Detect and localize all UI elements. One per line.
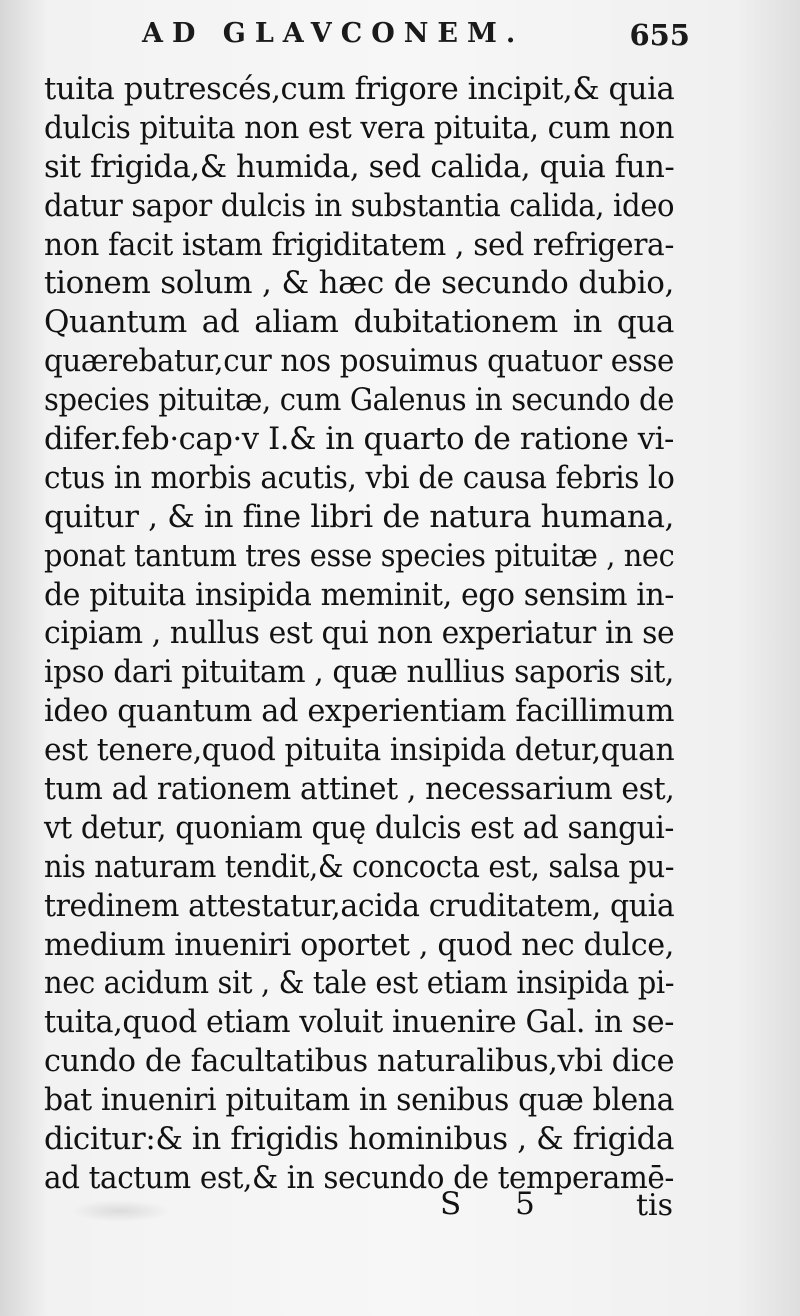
text-line: dicitur:& in frigidis hominibus , & frigida [44, 1121, 675, 1158]
page-footer [0, 1186, 800, 1226]
page-number: 655 [629, 18, 690, 52]
text-line: vt detur, quoniam quę dulcis est ad sangui- [44, 809, 674, 846]
text-line: quitur , & in fine libri de natura humana, [44, 498, 674, 535]
text-line: tredinem attestatur,acida cruditatem, quia [44, 887, 675, 924]
text-line: nec acidum sit , & tale est etiam insipida pi- [44, 965, 675, 1002]
text-line: est tenere,quod pituita insipida detur,quan [44, 732, 675, 769]
text-line: ipso dari pituitam , quæ nullius saporis sit, [44, 654, 674, 691]
text-line: nis naturam tendit,& concocta est, salsa pu- [44, 848, 675, 885]
text-line: tuita,quod etiam voluit inuenire Gal. in se- [44, 1004, 674, 1041]
text-line: tionem solum , & hæc de secundo dubio, [44, 265, 674, 302]
text-line: tum ad rationem attinet , necessarium est, [44, 771, 675, 808]
text-line: medium inueniri oportet , quod nec dulce, [44, 926, 674, 963]
text-line: non facit istam frigiditatem , sed refrigera- [44, 226, 674, 263]
text-line: dulcis pituita non est vera pituita, cum non [44, 109, 674, 146]
text-line: ad tactum est,& in secundo de temperamē- [44, 1159, 674, 1196]
text-line: species pituitæ, cum Galenus in secundo de [44, 382, 674, 419]
text-line: cipiam , nullus est qui non experiatur in se [44, 615, 675, 652]
catchword: tis [636, 1188, 674, 1223]
text-line: Quantum ad aliam dubitationem in qua [44, 304, 674, 341]
text-line: datur sapor dulcis in substantia calida, ideo [44, 187, 675, 224]
running-head: AD GLAVCONEM. [142, 18, 525, 49]
text-line: bat inueniri pituitam in senibus quæ blena [44, 1082, 674, 1119]
body-text [44, 70, 674, 1198]
text-line: sit frigida,& humida, sed calida, quia fun- [44, 148, 675, 185]
text-line: cundo de facultatibus naturalibus,vbi dice [44, 1043, 675, 1080]
text-line: ponat tantum tres esse species pituitæ , nec [44, 537, 675, 574]
page-header [130, 18, 690, 58]
text-line: tuita putrescés,cum frigore incipit,& quia [44, 71, 675, 107]
text-line: de pituita insipida meminit, ego sensim in- [44, 576, 674, 613]
signature-mark: S 5 [440, 1186, 557, 1222]
text-line: quærebatur,cur nos posuimus quatuor esse [44, 343, 674, 380]
text-line: difer.feb·cap·v I.& in quarto de ratione vi- [44, 421, 674, 458]
text-line: ideo quantum ad experientiam facillimum [44, 693, 675, 730]
text-line: ctus in morbis acutis, vbi de causa febris lo [44, 459, 675, 496]
